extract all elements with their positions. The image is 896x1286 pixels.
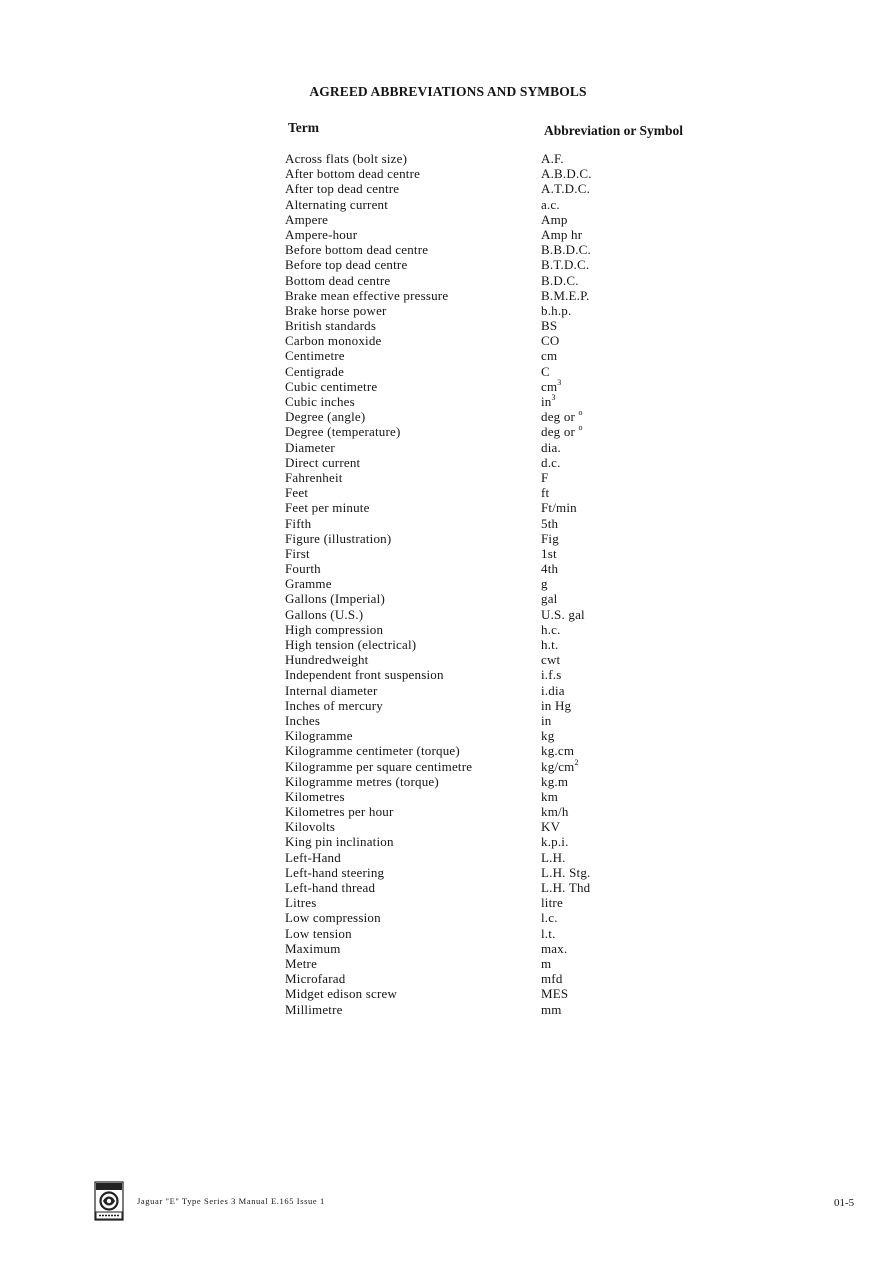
abbreviation-cell <box>541 713 552 728</box>
table-row <box>0 531 896 546</box>
superscript: o <box>578 408 583 418</box>
abbreviation-text: kg <box>541 728 555 744</box>
term-cell: Low compression <box>285 910 381 926</box>
table-row <box>0 941 896 956</box>
abbreviation-cell <box>541 440 561 455</box>
page-number: 01-5 <box>834 1197 855 1209</box>
abbreviation-cell <box>541 880 590 895</box>
table-row <box>0 819 896 834</box>
table-row <box>0 440 896 455</box>
term-cell: Centimetre <box>285 348 345 364</box>
term-cell: Fahrenheit <box>285 469 343 485</box>
abbreviation-text: CO <box>541 333 560 349</box>
abbreviation-cell <box>541 576 548 591</box>
table-row <box>0 743 896 758</box>
term-cell: First <box>285 545 310 561</box>
term-cell: Inches <box>285 712 321 728</box>
abbreviation-text: cwt <box>541 652 561 668</box>
term-cell: Carbon monoxide <box>285 333 382 349</box>
abbreviation-text: B.M.E.P. <box>541 287 590 303</box>
abbreviation-cell <box>541 364 550 379</box>
abbreviation-cell <box>541 212 568 227</box>
abbreviation-text: l.t. <box>541 925 556 941</box>
term-cell: Bottom dead centre <box>285 272 391 288</box>
table-row <box>0 546 896 561</box>
abbreviation-cell <box>541 197 560 212</box>
abbreviation-text: litre <box>541 895 563 911</box>
term-cell: Diameter <box>285 439 335 455</box>
table-row <box>0 409 896 424</box>
term-cell: Ampere <box>285 211 329 227</box>
abbreviation-text: B.T.D.C. <box>541 257 590 273</box>
table-row <box>0 667 896 682</box>
abbreviation-text: in <box>541 712 552 728</box>
abbreviation-text: km <box>541 788 559 804</box>
abbreviation-cell <box>541 470 548 485</box>
abbreviation-text: gal <box>541 591 558 607</box>
abbreviation-text: d.c. <box>541 454 561 470</box>
term-cell: Gramme <box>285 576 332 592</box>
british-leyland-logo-icon <box>94 1181 124 1221</box>
abbreviation-cell <box>541 728 554 743</box>
table-row <box>0 759 896 774</box>
abbreviation-text: 4th <box>541 561 559 577</box>
term-cell: Kilogramme centimeter (torque) <box>285 743 460 759</box>
abbreviation-cell <box>541 394 556 409</box>
table-row <box>0 622 896 637</box>
abbreviation-cell <box>541 743 574 758</box>
table-row <box>0 455 896 470</box>
abbreviation-cell <box>541 591 557 606</box>
term-cell: Low tension <box>285 925 352 941</box>
superscript: 2 <box>574 757 579 767</box>
abbreviation-text: Fig <box>541 530 559 546</box>
abbreviation-cell <box>541 971 563 986</box>
table-row <box>0 318 896 333</box>
term-cell: Before top dead centre <box>285 257 408 273</box>
abbreviation-text: km/h <box>541 804 569 820</box>
table-row <box>0 379 896 394</box>
superscript: 3 <box>551 393 556 402</box>
table-row <box>0 151 896 166</box>
term-cell: Cubic centimetre <box>285 378 378 394</box>
table-row <box>0 288 896 303</box>
term-cell: Inches of mercury <box>285 697 383 713</box>
table-row <box>0 774 896 789</box>
term-cell: Feet <box>285 485 309 501</box>
abbreviation-text: Amp <box>541 211 568 227</box>
abbreviation-text: B.D.C. <box>541 272 579 288</box>
table-row <box>0 516 896 531</box>
term-column-header: Term <box>288 120 319 135</box>
term-cell: Brake horse power <box>285 302 387 318</box>
table-row <box>0 683 896 698</box>
abbreviation-text: dia. <box>541 439 561 455</box>
term-cell: Gallons (U.S.) <box>285 606 364 622</box>
table-row <box>0 607 896 622</box>
table-row <box>0 470 896 485</box>
term-cell: Midget edison screw <box>285 986 398 1002</box>
abbreviation-cell <box>541 227 582 242</box>
abbreviation-cell <box>541 895 563 910</box>
abbreviation-cell <box>541 288 590 303</box>
abbreviation-cell <box>541 607 585 622</box>
abbreviation-text: U.S. gal <box>541 606 585 622</box>
abbreviation-text: Ft/min <box>541 500 577 516</box>
abbreviation-text: l.c. <box>541 910 558 926</box>
abbreviation-text: MES <box>541 986 569 1002</box>
abbreviation-text: max. <box>541 940 568 956</box>
term-cell: Kilogramme <box>285 728 353 744</box>
table-row <box>0 895 896 910</box>
abbreviation-text: A.F. <box>541 151 564 166</box>
abbreviation-cell <box>541 683 565 698</box>
abbreviation-cell <box>541 516 558 531</box>
term-cell: Figure (illustration) <box>285 530 392 546</box>
table-row <box>0 181 896 196</box>
table-row <box>0 698 896 713</box>
table-row <box>0 348 896 363</box>
table-row <box>0 850 896 865</box>
term-cell: After top dead centre <box>285 181 400 197</box>
abbreviation-cell <box>541 303 571 318</box>
abbreviation-cell <box>541 865 590 880</box>
abbreviation-cell <box>541 956 551 971</box>
abbreviation-text: h.c. <box>541 621 561 637</box>
table-row <box>0 652 896 667</box>
abbreviation-cell <box>541 500 577 515</box>
abbreviation-cell <box>541 789 558 804</box>
abbreviation-text: A.B.D.C. <box>541 166 592 182</box>
abbreviation-cell <box>541 273 579 288</box>
footer-text: Jaguar "E" Type Series 3 Manual E.165 Issue 1 <box>137 1196 325 1206</box>
abbreviation-text: L.H. Stg. <box>541 864 591 880</box>
abbreviation-text: in Hg <box>541 697 572 713</box>
abbreviation-cell <box>541 941 567 956</box>
superscript: o <box>578 423 583 433</box>
abbreviation-cell <box>541 409 583 424</box>
abbreviation-cell <box>541 333 559 348</box>
abbreviation-text: i.f.s <box>541 667 562 683</box>
abbreviation-cell <box>541 622 561 637</box>
abbreviation-cell <box>541 759 579 774</box>
abbreviation-text: a.c. <box>541 196 560 212</box>
term-cell: Kilogramme metres (torque) <box>285 773 439 789</box>
abbreviation-text: k.p.i. <box>541 834 569 850</box>
table-row <box>0 166 896 181</box>
table-row <box>0 728 896 743</box>
table-row <box>0 713 896 728</box>
term-cell: High compression <box>285 621 384 637</box>
abbreviation-cell <box>541 819 560 834</box>
abbreviation-text: mfd <box>541 971 563 987</box>
abbreviation-cell <box>541 910 558 925</box>
abbreviation-text: A.T.D.C. <box>541 181 591 197</box>
term-cell: Left-hand thread <box>285 880 376 895</box>
term-cell: Kilometres <box>285 788 345 804</box>
abbreviation-text: 1st <box>541 545 557 561</box>
abbreviation-text: m <box>541 955 552 971</box>
term-cell: Cubic inches <box>285 394 355 409</box>
abbreviation-cell <box>541 424 583 439</box>
table-row <box>0 637 896 652</box>
abbreviation-text: ft <box>541 485 550 501</box>
table-row <box>0 242 896 257</box>
table-row <box>0 865 896 880</box>
term-cell: Kilogramme per square centimetre <box>285 758 473 774</box>
abbreviation-text: cm <box>541 348 558 364</box>
abbreviation-cell <box>541 531 559 546</box>
abbreviation-cell <box>541 546 557 561</box>
term-cell: Metre <box>285 955 318 971</box>
table-row <box>0 197 896 212</box>
abbreviation-cell <box>541 348 557 363</box>
term-cell: Kilometres per hour <box>285 804 394 820</box>
abbreviation-cell <box>541 166 592 181</box>
table-row <box>0 500 896 515</box>
table-row <box>0 834 896 849</box>
term-cell: Brake mean effective pressure <box>285 287 449 303</box>
abbreviation-text: deg or <box>541 409 576 425</box>
abbreviation-cell <box>541 455 561 470</box>
term-cell: Before bottom dead centre <box>285 242 429 258</box>
term-cell: Direct current <box>285 454 361 470</box>
abbreviation-text: kg.cm <box>541 743 575 759</box>
abbreviation-text: KV <box>541 819 561 835</box>
abbreviation-cell <box>541 774 568 789</box>
abbreviation-text: g <box>541 576 548 592</box>
abbreviation-text: h.t. <box>541 637 559 652</box>
abbreviation-cell <box>541 834 569 849</box>
table-row <box>0 424 896 439</box>
table-row <box>0 971 896 986</box>
term-cell: King pin inclination <box>285 834 394 850</box>
term-cell: Internal diameter <box>285 682 378 698</box>
table-row <box>0 956 896 971</box>
table-row <box>0 789 896 804</box>
table-row <box>0 986 896 1001</box>
abbreviation-text: B.B.D.C. <box>541 242 592 258</box>
abbreviation-text: 5th <box>541 515 559 531</box>
term-cell: High tension (electrical) <box>285 637 417 652</box>
abbreviation-text: BS <box>541 318 558 334</box>
term-cell: Ampere-hour <box>285 226 358 242</box>
term-cell: Independent front suspension <box>285 667 444 683</box>
abbreviation-column-header: Abbreviation or Symbol <box>544 123 684 138</box>
term-cell: British standards <box>285 318 377 334</box>
abbreviation-text: mm <box>541 1001 562 1017</box>
abbreviation-text: in <box>541 394 552 409</box>
term-cell: Centigrade <box>285 363 345 379</box>
abbreviation-cell <box>541 698 571 713</box>
abbreviation-cell <box>541 151 564 166</box>
table-row <box>0 227 896 242</box>
term-cell: Across flats (bolt size) <box>285 151 408 166</box>
table-row <box>0 257 896 272</box>
abbreviation-cell <box>541 850 566 865</box>
abbreviation-text: cm <box>541 378 558 394</box>
table-row <box>0 273 896 288</box>
abbreviation-text: i.dia <box>541 682 565 698</box>
abbreviation-cell <box>541 242 591 257</box>
abbreviation-cell <box>541 804 569 819</box>
table-row <box>0 561 896 576</box>
abbreviation-cell <box>541 1002 562 1017</box>
table-row <box>0 1002 896 1017</box>
table-row <box>0 910 896 925</box>
table-row <box>0 926 896 941</box>
table-row <box>0 485 896 500</box>
table-row <box>0 364 896 379</box>
abbreviation-cell <box>541 318 557 333</box>
table-row <box>0 333 896 348</box>
term-cell: Left-Hand <box>285 849 341 865</box>
table-row <box>0 591 896 606</box>
abbreviation-cell <box>541 379 562 394</box>
abbreviation-text: L.H. <box>541 849 566 865</box>
abbreviation-text: F <box>541 469 549 485</box>
abbreviation-cell <box>541 257 589 272</box>
abbreviation-cell <box>541 652 560 667</box>
term-cell: Microfarad <box>285 971 346 987</box>
abbreviation-cell <box>541 181 590 196</box>
abbreviation-text: L.H. Thd <box>541 880 591 895</box>
term-cell: After bottom dead centre <box>285 166 421 182</box>
abbreviation-cell <box>541 561 558 576</box>
superscript: 3 <box>557 377 562 387</box>
table-row <box>0 212 896 227</box>
abbreviation-cell <box>541 667 562 682</box>
abbreviation-text: Amp hr <box>541 226 583 242</box>
abbreviations-table <box>0 151 896 1017</box>
table-row <box>0 394 896 409</box>
term-cell: Fourth <box>285 561 321 577</box>
table-row <box>0 576 896 591</box>
term-cell: Degree (angle) <box>285 409 366 425</box>
abbreviation-text: b.h.p. <box>541 302 572 318</box>
abbreviation-text: C <box>541 363 550 379</box>
term-cell: Gallons (Imperial) <box>285 591 385 607</box>
term-cell: Fifth <box>285 515 312 531</box>
abbreviation-text: kg/cm <box>541 758 575 774</box>
abbreviation-text: deg or <box>541 424 576 440</box>
abbreviation-cell <box>541 637 558 652</box>
abbreviation-cell <box>541 986 568 1001</box>
table-row <box>0 804 896 819</box>
abbreviation-cell <box>541 485 549 500</box>
table-row <box>0 880 896 895</box>
term-cell: Millimetre <box>285 1001 343 1017</box>
term-cell: Hundredweight <box>285 652 369 668</box>
term-cell: Left-hand steering <box>285 864 385 880</box>
term-cell: Alternating current <box>285 196 389 212</box>
abbreviation-text: kg.m <box>541 773 569 789</box>
page-title: AGREED ABBREVIATIONS AND SYMBOLS <box>309 84 587 99</box>
abbreviation-cell <box>541 926 556 941</box>
term-cell: Maximum <box>285 940 341 956</box>
term-cell: Kilovolts <box>285 819 336 835</box>
term-cell: Feet per minute <box>285 500 370 516</box>
table-row <box>0 303 896 318</box>
term-cell: Degree (temperature) <box>285 424 401 440</box>
term-cell: Litres <box>285 895 317 911</box>
